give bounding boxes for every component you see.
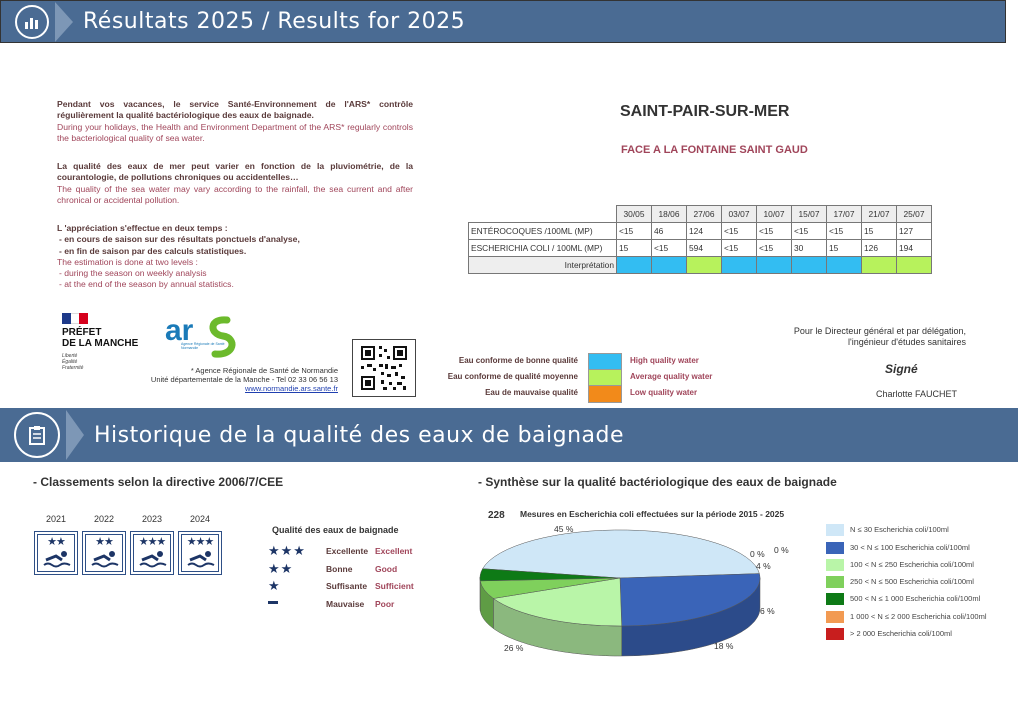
table-row [469,239,932,256]
date-cell: 17/07 [827,206,862,223]
slice-label: 6 % [760,606,775,616]
date-cell: 30/05 [617,206,652,223]
value-cell: <15 [757,239,792,256]
intro-p3-fr-list [57,234,413,257]
date-cell: 21/07 [862,206,897,223]
value-cell: 126 [862,239,897,256]
pie-title: Mesures en Escherichia coli effectuées sur la période 2015 - 2025 [520,509,785,519]
intro-p2-en: The quality of the sea water may vary according to the rainfall, the sea current and after chronical or accidental pollution. [57,183,413,205]
synthesis-title: - Synthèse sur la qualité bactériologique des eaux de baignade [478,475,837,489]
signatory-name: Charlotte FAUCHET [876,389,958,399]
legend-text: 30 < N ≤ 100 Escherichia coli/100ml [850,543,970,552]
date-cell: 25/07 [897,206,932,223]
legend-label-en: Low quality water [630,388,698,397]
legend-swatch [826,559,844,571]
slice-label: 18 % [714,641,734,651]
badge-stars: ★★ [95,536,113,548]
interpretation-cell [687,256,722,273]
swimmer-icon [138,550,168,568]
motto-line: Fraternité [62,365,84,371]
quality-en: Good [375,564,398,574]
slice-label: 45 % [554,524,574,534]
value-cell: 194 [897,239,932,256]
slice-label: 26 % [504,643,524,653]
intro-p3-fr-item: - en fin de saison par des calculs statistiques. [59,245,247,256]
signature-intro [776,326,966,348]
history-title: Historique de la qualité des eaux de baignade [94,422,625,448]
slice-label: 0 % [750,549,765,559]
classification-badge [178,531,222,575]
quality-fr: Suffisante [326,581,368,591]
quality-fr: Mauvaise [326,599,365,609]
legend-text: 100 < N ≤ 250 Escherichia coli/100ml [850,560,974,569]
value-cell: <15 [757,222,792,239]
intro-p1-en: During your holidays, the Health and Environment Department of the ARS* regularly controls the bacteriological quality of sea water. [57,121,413,143]
legend-label-en: High quality water [630,356,699,365]
results-title: Résultats 2025 / Results for 2025 [83,9,466,34]
badge-stars: ★★★ [138,536,166,548]
ars-line-2: Unité départementale de la Manche - Tel 02 33 06 56 13 [150,375,338,384]
interpretation-label: Interprétation [469,256,617,273]
signature-line-2: l'ingénieur d'études sanitaires [847,337,966,347]
value-cell: 15 [617,239,652,256]
date-cell: 10/07 [757,206,792,223]
interpretation-row [469,256,932,273]
results-banner [0,0,1006,43]
date-header-row [469,206,932,223]
french-flag-icon [62,313,88,324]
badge-stars: ★★★ [186,536,214,548]
legend-text: 250 < N ≤ 500 Escherichia coli/100ml [850,577,974,586]
slice-label: 0 % [774,545,789,555]
intro-p3-fr-item: - en cours de saison sur des résultats ponctuels d'analyse, [59,234,300,245]
prefet-motto [62,353,138,371]
quality-key-title: Qualité des eaux de baignade [272,525,399,535]
classification-badge [82,531,126,575]
value-cell: <15 [722,222,757,239]
quality-stars: ★ [268,578,281,593]
quality-en: Excellent [375,546,413,556]
ars-line-1: * Agence Régionale de Santé de Normandie [190,366,338,375]
interpretation-cell [757,256,792,273]
classification-badge [130,531,174,575]
classification-title: - Classements selon la directive 2006/7/CEE [33,475,284,489]
swimmer-icon [90,550,120,568]
badge-stars: ★★ [47,536,65,548]
qr-code [352,339,416,397]
slice-label: 4 % [756,561,771,571]
value-cell: <15 [827,222,862,239]
legend-swatch [826,593,844,605]
legend-swatch [826,542,844,554]
banner-chevron [55,2,73,42]
legend-row-high [438,353,738,369]
legend-label-fr: Eau conforme de qualité moyenne [447,372,578,381]
legend-label-fr: Eau de mauvaise qualité [485,388,578,397]
interpretation-cell [827,256,862,273]
date-cell: 03/07 [722,206,757,223]
interpretation-cell [652,256,687,273]
ars-contact [150,366,338,393]
intro-p3-en-item: - during the season on weekly analysis [59,268,207,279]
intro-p3-fr: L 'appréciation s'effectue en deux temps : [57,223,228,233]
bar-chart-icon [15,5,49,39]
value-cell: <15 [652,239,687,256]
legend-swatch [826,628,844,640]
value-cell: 124 [687,222,722,239]
quality-fr: Excellente [326,546,369,556]
table-row [469,222,932,239]
signature-line-1: Pour le Directeur général et par délégation, [793,326,966,336]
intro-p1-fr: Pendant vos vacances, le service Santé-Environnement de l'ARS* contrôle régulièrement la qualité bactériologique des eaux de baignade. [57,99,413,121]
value-cell: 15 [862,222,897,239]
ars-website-link[interactable]: www.normandie.ars.sante.fr [245,384,338,393]
quality-fr: Bonne [326,564,353,574]
interpretation-cell [897,256,932,273]
legend-swatch [826,576,844,588]
prefet-logo [62,313,138,371]
intro-paragraph-2 [57,161,413,206]
date-cell: 15/07 [792,206,827,223]
clipboard-icon [14,412,60,458]
interpretation-cell [862,256,897,273]
swimmer-icon [186,550,216,568]
svg-text:ar: ar [165,314,194,347]
year-label: 2023 [141,514,163,524]
year-label: 2022 [93,514,115,524]
motto-line: Égalité [62,359,78,365]
legend-text: > 2 000 Escherichia coli/100ml [850,629,952,638]
quality-stars: ★★★ [268,543,306,558]
intro-p3-en-list [57,268,413,291]
legend-label-fr: Eau conforme de bonne qualité [458,356,578,365]
interpretation-cell [792,256,827,273]
intro-paragraph-1 [57,99,413,144]
legend-swatch [826,611,844,623]
banner-chevron [66,410,84,460]
legend-text: N ≤ 30 Escherichia coli/100ml [850,525,949,534]
prefet-title-1: PRÉFET [62,327,102,338]
quality-stars: ▬ [268,596,279,607]
intro-p2-fr: La qualité des eaux de mer peut varier en fonction de la pluviométrie, de la courantologie, de pollutions chroniques ou accidentelles… [57,161,413,183]
year-label: 2024 [189,514,211,524]
swimmer-icon [42,550,72,568]
quality-en: Sufficient [375,581,414,591]
value-cell: 127 [897,222,932,239]
history-banner [0,408,1018,462]
interpretation-cell [722,256,757,273]
legend-swatch [826,524,844,536]
value-cell: 46 [652,222,687,239]
site-name: SAINT-PAIR-SUR-MER [620,103,790,120]
row-label: ESCHERICHIA COLI / 100ML (MP) [469,239,617,256]
signature-signed: Signé [885,362,918,376]
value-cell: <15 [617,222,652,239]
classification-badge [34,531,78,575]
legend-row-average [438,369,738,385]
beach-name: FACE A LA FONTAINE SAINT GAUD [621,144,808,156]
value-cell: 30 [792,239,827,256]
legend-swatch [588,385,622,403]
value-cell: <15 [792,222,827,239]
ars-logo [165,312,243,365]
value-cell: 15 [827,239,862,256]
quality-stars: ★★ [268,561,294,576]
intro-p3-en: The estimation is done at two levels : [57,256,198,267]
intro-p3-en-item: - at the end of the season by annual statistics. [59,279,234,290]
quality-en: Poor [375,599,395,609]
ars-logo-sub: Agence Régionale de Santé Normandie [181,342,225,350]
legend-text: 500 < N ≤ 1 000 Escherichia coli/100ml [850,594,981,603]
measurement-count: 228 [488,510,505,521]
row-label: ENTÉROCOQUES /100ML (MP) [469,222,617,239]
legend-text: 1 000 < N ≤ 2 000 Escherichia coli/100ml [850,612,987,621]
prefet-title-2: DE LA MANCHE [62,338,139,349]
interpretation-cell [617,256,652,273]
year-label: 2021 [45,514,67,524]
value-cell: 594 [687,239,722,256]
pie-slice [483,530,760,578]
date-cell: 18/06 [652,206,687,223]
results-table [468,205,932,274]
legend-label-en: Average quality water [630,372,713,381]
legend-row-low [438,385,738,401]
date-cell: 27/06 [687,206,722,223]
intro-paragraph-3 [57,223,413,291]
motto-line: Liberté [62,353,78,359]
value-cell: <15 [722,239,757,256]
